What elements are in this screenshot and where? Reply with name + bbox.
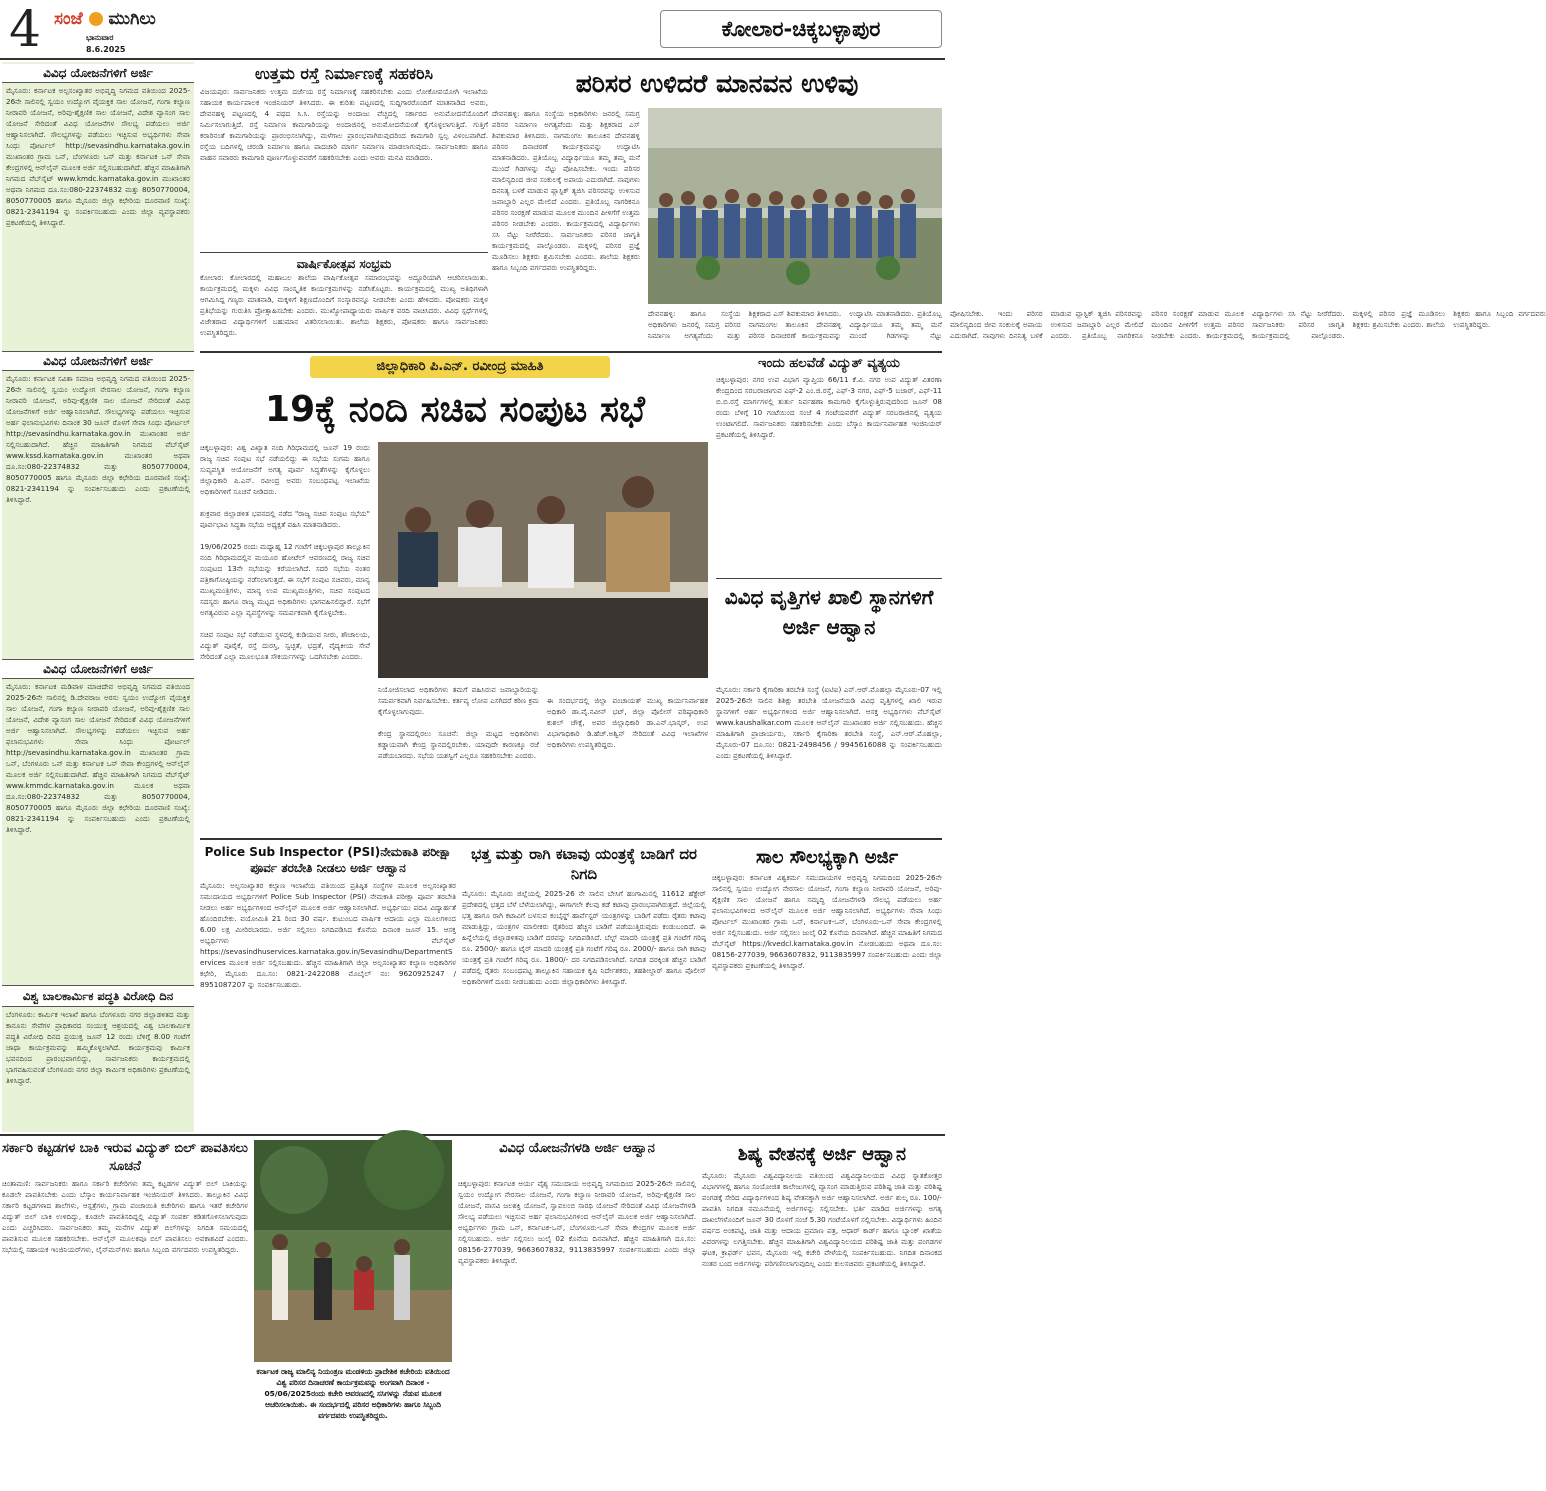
planting-image [254,1140,452,1362]
bill-body: ಚಿಂತಾಮಣಿ: ಸಾರ್ವಜನಿಕರು ಹಾಗೂ ಸರ್ಕಾರಿ ಕಚೇರಿಗಳು ತಮ್ಮ ಕಟ್ಟಡಗಳ ವಿದ್ಯುತ್ ಬಿಲ್ ಬಾಕಿಯನ್ನು ಕೂಡಲೇ ಪಾವತಿಸಬೇಕು ಎಂದು ಬೆಸ್ಕಾಂ ಕಾರ್ಯನಿರ್ವಾಹಕ ಇಂಜಿನಿಯರ್ ತಿಳಿಸಿದರು. ತಾಲ್ಲೂಕಿನ ವಿವಿಧ ಸರ್ಕಾರಿ ಕಟ್ಟಡಗಳಾದ ಶಾಲೆಗಳು, ಆಸ್ಪತ್ರೆಗಳು, ಗ್ರಾಮ ಪಂಚಾಯಿತಿ ಕಚೇರಿಗಳು ಹಾಗೂ ಇತರೆ ಕಚೇರಿಗಳ ವಿದ್ಯುತ್ ಬಿಲ್ ಬಾಕಿ ಉಳಿದಿದ್ದು, ಕೂಡಲೇ ಪಾವತಿಸದಿದ್ದಲ್ಲಿ ವಿದ್ಯುತ್ ಸಂಪರ್ಕ ಕಡಿತಗೊಳಿಸಲಾಗುವುದು ಎಂದು ಎಚ್ಚರಿಸಿದರು. ಸಾರ್ವಜನಿಕರು ತಮ್ಮ ಮನೆಗಳ ವಿದ್ಯುತ್ ಬಿಲ್‌ಗಳನ್ನು ನಿಗದಿತ ಸಮಯದಲ್ಲಿ ಪಾವತಿಸುವ ಮೂಲಕ ಸಹಕರಿಸಬೇಕು. ಆನ್‌ಲೈನ್ ಮೂಲಕವೂ ಬಿಲ್ ಪಾವತಿಸಲು ಅವಕಾಶವಿದೆ ಎಂದರು. ಸಭೆಯಲ್ಲಿ ಸಹಾಯಕ ಇಂಜಿನಿಯರ್‌ಗಳು, ಲೈನ್‌ಮನ್‌ಗಳು ಹಾಗೂ ಸಿಬ್ಬಂದಿ ವರ್ಗದವರು ಉಪಸ್ಥಿತರಿದ್ದರು. [2,1179,251,1254]
jobs-title: ವಿವಿಧ ವೃತ್ತಿಗಳ ಖಾಲಿ ಸ್ಥಾನಗಳಿಗೆ ಅರ್ಜಿ ಆಹ್ವಾನ [724,585,934,639]
divider [0,1134,945,1136]
scholarship-title: ಶಿಷ್ಯ ವೇತನಕ್ಕೆ ಅರ್ಜಿ ಆಹ್ವಾನ [737,1144,907,1165]
power-article [716,354,945,576]
schemes-1-title: ವಿವಿಧ ಯೋಜನೆಗಳಿಗೆ ಅರ್ಜಿ [2,64,194,83]
schemes-2-body: ಮೈಸೂರು: ಕರ್ನಾಟಕ ಸವಿತಾ ಸಮಾಜ ಅಭಿವೃದ್ಧಿ ನಿಗಮದ ವತಿಯಿಂದ 2025-26ನೇ ಸಾಲಿನಲ್ಲಿ ಸ್ವಯಂ ಉದ್ಯೋಗ ನೇರಸಾಲ ಯೋಜನೆ, ಗಂಗಾ ಕಲ್ಯಾಣ ನೀರಾವರಿ ಯೋಜನೆ, ಅರಿವು-ಶೈಕ್ಷಣಿಕ ಸಾಲ ಯೋಜನೆ ಸೇರಿದಂತೆ ವಿವಿಧ ಯೋಜನೆಗಳಿಗೆ ಅರ್ಜಿ ಆಹ್ವಾನಿಸಲಾಗಿದೆ. ಸೌಲಭ್ಯಗಳನ್ನು ಪಡೆಯಲು ಇಚ್ಛಿಸುವ ಅರ್ಹ ಫಲಾನುಭವಿಗಳು ದಿನಾಂಕ 30 ಜೂನ್ ರೊಳಗೆ ಸೇವಾ ಸಿಂಧು ಪೋರ್ಟಲ್ http://sevasindhu.karnataka.gov.in ಮುಖಾಂತರ ಅರ್ಜಿ ಸಲ್ಲಿಸಬಹುದಾಗಿದೆ. ಹೆಚ್ಚಿನ ಮಾಹಿತಿಗಾಗಿ ನಿಗಮದ ವೆಬ್‌ಸೈಟ್ www.kssd.karnataka.gov.in ಮುಖಾಂತರ ಅಥವಾ ದೂ.ಸಂ:080-22374832 ಮತ್ತು 8050770004, 8050770005 ಹಾಗೂ ಮೈಸೂರು ಜಿಲ್ಲಾ ಕಛೇರಿಯ ದೂರವಾಣಿ ಸಂಖ್ಯೆ: 0821-2341194 ನ್ನು ಸಂಪರ್ಕಿಸಬಹುದು ಎಂದು ಪ್ರಕಟಣೆಯಲ್ಲಿ ತಿಳಿಸಿದ್ದಾರೆ. [6,374,193,504]
loan-title: ಸಾಲ ಸೌಲಭ್ಯಕ್ಕಾಗಿ ಅರ್ಜಿ [755,847,899,868]
anniversary-title: ವಾರ್ಷಿಕೋತ್ಸವ ಸಂಭ್ರಮ [296,257,392,271]
schemes-1-body: ಮೈಸೂರು: ಕರ್ನಾಟಕ ಅಲ್ಪಸಂಖ್ಯಾತರ ಅಭಿವೃದ್ಧಿ ನಿಗಮದ ವತಿಯಿಂದ 2025-26ನೇ ಸಾಲಿನಲ್ಲಿ ಸ್ವಯಂ ಉದ್ಯೋಗ ವೈಯಕ್ತಿಕ ಸಾಲ ಯೋಜನೆ, ಗಂಗಾ ಕಲ್ಯಾಣ ನೀರಾವರಿ ಯೋಜನೆ, ಅರಿವು-ಶೈಕ್ಷಣಿಕ ಸಾಲ ಯೋಜನೆ, ವಿದೇಶ ವ್ಯಾಸಂಗ ಸಾಲ ಯೋಜನೆ ಸೇರಿದಂತೆ ವಿವಿಧ ಯೋಜನೆಗಳ ಸೌಲಭ್ಯ ಪಡೆಯಲು ಅರ್ಜಿ ಆಹ್ವಾನಿಸಲಾಗಿದೆ. ಸೌಲಭ್ಯಗಳನ್ನು ಪಡೆಯಲು ಇಚ್ಛಿಸುವ ಅಭ್ಯರ್ಥಿಗಳು ಸೇವಾ ಸಿಂಧು ಪೋರ್ಟಲ್ http://sevasindhu.karnataka.gov.in ಮುಖಾಂತರ ಗ್ರಾಮ ಒನ್, ಬೆಂಗಳೂರು ಒನ್ ಮತ್ತು ಕರ್ನಾಟಕ ಒನ್ ಸೇವಾ ಕೇಂದ್ರಗಳಲ್ಲಿ ಆನ್‌ಲೈನ್ ಮೂಲಕ ಅರ್ಜಿ ಸಲ್ಲಿಸಬಹುದಾಗಿದೆ. ಹೆಚ್ಚಿನ ಮಾಹಿತಿಗಾಗಿ ನಿಗಮದ ವೆಬ್‌ಸೈಟ್ www.kmdc.karnataka.gov.in ಮುಖಾಂತರ ಅಥವಾ ನಿಗಮದ ದೂ.ಸಂ:080-22374832 ಮತ್ತು 8050770004, 8050770005 ಹಾಗೂ ಮೈಸೂರು ಜಿಲ್ಲಾ ಕಛೇರಿಯ ದೂರವಾಣಿ ಸಂಖ್ಯೆ: 0821-2341194 ನ್ನು ಸಂಪರ್ಕಿಸಬಹುದು ಎಂದು ಜಿಲ್ಲಾ ವ್ಯವಸ್ಥಾಪಕರು ಪ್ರಕಟಣೆಯಲ್ಲಿ ತಿಳಿಸಿದ್ದಾರೆ. [6,86,193,227]
sun-icon [89,12,103,26]
section-title: ಕೋಲಾರ-ಚಿಕ್ಕಬಳ್ಳಾಪುರ [721,17,881,41]
cabinet-photo [378,442,708,678]
schemes-3-body: ಮೈಸೂರು: ಕರ್ನಾಟಕ ಮಡಿವಾಳ ಮಾಚಿದೇವ ಅಭಿವೃದ್ಧಿ ನಿಗಮದ ವತಿಯಿಂದ 2025-26ನೇ ಸಾಲಿನಲ್ಲಿ ಡಿ.ದೇವರಾಜ ಅರಸು ಸ್ವಯಂ ಉದ್ಯೋಗ ವೈಯಕ್ತಿಕ ಸಾಲ ಯೋಜನೆ, ಗಂಗಾ ಕಲ್ಯಾಣ ನೀರಾವರಿ ಯೋಜನೆ, ಅರಿವು-ಶೈಕ್ಷಣಿಕ ಸಾಲ ಯೋಜನೆ, ವಿದೇಶ ವ್ಯಾಸಂಗ ಸಾಲ ಯೋಜನೆ ಸೇರಿದಂತೆ ವಿವಿಧ ಯೋಜನೆಗಳಿಗೆ ಅರ್ಜಿ ಆಹ್ವಾನಿಸಲಾಗಿದೆ. ಸೌಲಭ್ಯಗಳನ್ನು ಪಡೆಯಲು ಇಚ್ಛಿಸುವ ಅರ್ಹ ಫಲಾನುಭವಿಗಳು ಸೇವಾ ಸಿಂಧು ಪೋರ್ಟಲ್ http://sevasindhu.karnataka.gov.in ಮುಖಾಂತರ ಗ್ರಾಮ ಒನ್, ಬೆಂಗಳೂರು ಒನ್ ಮತ್ತು ಕರ್ನಾಟಕ ಒನ್ ಸೇವಾ ಕೇಂದ್ರಗಳಲ್ಲಿ ಆನ್‌ಲೈನ್ ಮೂಲಕ ಅರ್ಜಿ ಸಲ್ಲಿಸಬಹುದಾಗಿದೆ. ಹೆಚ್ಚಿನ ಮಾಹಿತಿಗಾಗಿ ನಿಗಮದ ವೆಬ್‌ಸೈಟ್ www.kmmdc.karnataka.gov.in ಮೂಲಕ ಅಥವಾ ದೂ.ಸಂ:080-22374832 ಮತ್ತು 8050770004, 8050770005 ಹಾಗೂ ಮೈಸೂರು ಜಿಲ್ಲಾ ಕಛೇರಿಯ ದೂರವಾಣಿ ಸಂಖ್ಯೆ: 0821-2341194 ನ್ನು ಸಂಪರ್ಕಿಸಬಹುದು ಎಂದು ಪ್ರಕಟಣೆಯಲ್ಲಿ ತಿಳಿಸಿದ್ದಾರೆ. [6,682,193,834]
psi-article [200,844,459,1130]
child-labour-title: ವಿಶ್ವ ಬಾಲಕಾರ್ಮಿಕ ಪದ್ಧತಿ ವಿರೋಧಿ ದಿನ [2,985,194,1007]
jobs-body: ಮೈಸೂರು: ಸರ್ಕಾರಿ ಕೈಗಾರಿಕಾ ತರಬೇತಿ ಸಂಸ್ಥೆ (ಐಟಿಐ) ಎನ್.ಆರ್.ಮೊಹಲ್ಲಾ ಮೈಸೂರು-07 ಇಲ್ಲಿ 2025-26ನೇ ಸಾಲಿನ ಶಿಶಿಕ್ಷು ತರಬೇತಿ ಯೋಜನೆಯಡಿ ವಿವಿಧ ವೃತ್ತಿಗಳಲ್ಲಿ ಖಾಲಿ ಇರುವ ಸ್ಥಾನಗಳಿಗೆ ಅರ್ಹ ಅಭ್ಯರ್ಥಿಗಳಿಂದ ಅರ್ಜಿ ಆಹ್ವಾನಿಸಲಾಗಿದೆ. ಆಸಕ್ತ ಅಭ್ಯರ್ಥಿಗಳು ವೆಬ್‌ಸೈಟ್ www.kaushalkar.com ಮೂಲಕ ಆನ್‌ಲೈನ್ ಮುಖಾಂತರ ಅರ್ಜಿ ಸಲ್ಲಿಸಬಹುದು. ಹೆಚ್ಚಿನ ಮಾಹಿತಿಗಾಗಿ ಪ್ರಾಚಾರ್ಯರು, ಸರ್ಕಾರಿ ಕೈಗಾರಿಕಾ ತರಬೇತಿ ಸಂಸ್ಥೆ, ಎನ್.ಆರ್.ಮೊಹಲ್ಲಾ, ಮೈಸೂರು-07 ದೂ.ಸಂ: 0821-2498456 / 9945616088 ನ್ನು ಸಂಪರ್ಕಿಸಬಹುದು ಎಂದು ಪ್ರಕಟಣೆಯಲ್ಲಿ ತಿಳಿಸಿದ್ದಾರೆ. [716,685,945,760]
logo [54,6,204,32]
environment-article [492,62,1546,350]
section-banner [660,10,942,48]
schemes-apply-title: ವಿವಿಧ ಯೋಜನೆಗಳಡಿ ಅರ್ಜಿ ಆಹ್ವಾನ [499,1141,655,1156]
power-title: ಇಂದು ಹಲವೆಡೆ ವಿದ್ಯುತ್ ವ್ಯತ್ಯಯ [758,356,900,371]
bill-title: ಸರ್ಕಾರಿ ಕಟ್ಟಡಗಳ ಬಾಕಿ ಇರುವ ವಿದ್ಯುತ್ ಬಿಲ್ ಪಾವತಿಸಲು ಸೂಚನೆ [2,1141,248,1174]
logo-word-2: ಮುಗಿಲು [108,9,156,29]
schemes-apply-body: ಚಿಕ್ಕಬಳ್ಳಾಪುರ: ಕರ್ನಾಟಕ ಆರ್ಯ ವೈಶ್ಯ ಸಮುದಾಯ ಅಭಿವೃದ್ಧಿ ನಿಗಮದಿಂದ 2025-26ನೇ ಸಾಲಿನಲ್ಲಿ ಸ್ವಯಂ ಉದ್ಯೋಗ ನೇರಸಾಲ ಯೋಜನೆ, ಗಂಗಾ ಕಲ್ಯಾಣ ನೀರಾವರಿ ಯೋಜನೆ, ಅರಿವು-ಶೈಕ್ಷಣಿಕ ಸಾಲ ಯೋಜನೆ, ವಾಸವಿ ಜಲಶಕ್ತಿ ಯೋಜನೆ, ಸ್ವಾವಲಂಬಿ ಸಾರಥಿ ಯೋಜನೆ ಸೇರಿದಂತೆ ವಿವಿಧ ಯೋಜನೆಗಳಡಿ ಸೌಲಭ್ಯ ಪಡೆಯಲು ಇಚ್ಛಿಸುವ ಅರ್ಹ ಫಲಾನುಭವಿಗಳಿಂದ ಆನ್‌ಲೈನ್ ಮೂಲಕ ಅರ್ಜಿ ಆಹ್ವಾನಿಸಲಾಗಿದೆ. ಅಭ್ಯರ್ಥಿಗಳು ಗ್ರಾಮ ಒನ್, ಕರ್ನಾಟಕ-ಒನ್, ಬೆಂಗಳೂರು-ಒನ್ ಸೇವಾ ಕೇಂದ್ರಗಳ ಮೂಲಕ ಅರ್ಜಿ ಸಲ್ಲಿಸಬಹುದು. ಅರ್ಜಿ ಸಲ್ಲಿಸಲು ಜುಲೈ 02 ಕೊನೆಯ ದಿನವಾಗಿದೆ. ಹೆಚ್ಚಿನ ಮಾಹಿತಿಗಾಗಿ ದೂ.ಸಂ: 08156-277039, 9663607832, 9113835997 ಸಂಪರ್ಕಿಸಬಹುದು ಎಂದು ಜಿಲ್ಲಾ ವ್ಯವಸ್ಥಾಪಕರು ತಿಳಿಸಿದ್ದಾರೆ. [458,1179,699,1265]
cabinet-kicker [310,356,610,378]
loan-body: ಚಿಕ್ಕಬಳ್ಳಾಪುರ: ಕರ್ನಾಟಕ ವಿಶ್ವಕರ್ಮ ಸಮುದಾಯಗಳ ಅಭಿವೃದ್ಧಿ ನಿಗಮದಿಂದ 2025-26ನೇ ಸಾಲಿನಲ್ಲಿ ಸ್ವಯಂ ಉದ್ಯೋಗ ನೇರಸಾಲ ಯೋಜನೆ, ಗಂಗಾ ಕಲ್ಯಾಣ ನೀರಾವರಿ ಯೋಜನೆ, ಅರಿವು-ಶೈಕ್ಷಣಿಕ ಸಾಲ ಯೋಜನೆ ಹಾಗೂ ಸಮೃದ್ಧಿ ಯೋಜನೆಗಳಡಿ ಸೌಲಭ್ಯ ಪಡೆಯಲು ಅರ್ಹ ಫಲಾನುಭವಿಗಳಿಂದ ಆನ್‌ಲೈನ್ ಮೂಲಕ ಅರ್ಜಿ ಆಹ್ವಾನಿಸಲಾಗಿದೆ. ಅಭ್ಯರ್ಥಿಗಳು ಸೇವಾ ಸಿಂಧು ಪೋರ್ಟಲ್ ಮುಖಾಂತರ ಗ್ರಾಮ ಒನ್, ಕರ್ನಾಟಕ-ಒನ್, ಬೆಂಗಳೂರು-ಒನ್ ಸೇವಾ ಕೇಂದ್ರಗಳಲ್ಲಿ ಅರ್ಜಿ ಸಲ್ಲಿಸಬಹುದು. ಅರ್ಜಿ ಸಲ್ಲಿಸಲು ಜುಲೈ 02 ಕೊನೆಯ ದಿನವಾಗಿದೆ. ಹೆಚ್ಚಿನ ಮಾಹಿತಿಗೆ ನಿಗಮದ ವೆಬ್‌ಸೈಟ್ https://kvedcl.karnataka.gov.in ನೋಡಬಹುದು ಅಥವಾ ದೂ.ಸಂ: 08156-277039, 9663607832, 9113835997 ಸಂಪರ್ಕಿಸಬಹುದು ಎಂದು ಜಿಲ್ಲಾ ವ್ಯವಸ್ಥಾಪಕರು ಪ್ರಕಟಣೆಯಲ್ಲಿ ತಿಳಿಸಿದ್ದಾರೆ. [712,873,945,970]
environment-body-col2: ದೇವನಹಳ್ಳಿ: ಹಾಗೂ ಸಂಸ್ಥೆಯ ಅಧಿಕಾರಿಗಳು ಜನರಲ್ಲಿ ಸಮಗ್ರ ಪರಿಸರ ನಿರ್ಮಾಣ ಅಗತ್ಯವೆಂದು ಮತ್ತು ಶಿಕ್ಷಕರಾದ ಎಸ್ ಶಿವಕುಮಾರ ತಿಳಿಸಿದರು. ನಾಗಮಂಗಲ ತಾಲೂಕಿನ ದೇವನಹಳ್ಳಿ ಪರಿಸರ ದಿನಾಚರಣೆ ಕಾರ್ಯಕ್ರಮವನ್ನು ಉದ್ಘಾಟಿಸಿ ಮಾತನಾಡಿದರು. ಪ್ರತಿಯೊಬ್ಬ ವಿದ್ಯಾರ್ಥಿಯೂ ತಮ್ಮ ತಮ್ಮ ಮನೆ ಮುಂದೆ ಗಿಡಗಳನ್ನು ನೆಟ್ಟು ಪೋಷಿಸಬೇಕು. ಇಂದು ಪರಿಸರ ಮಾಲಿನ್ಯದಿಂದ ಜೀವ ಸಂಕುಲಕ್ಕೆ ಅಪಾಯ ಎದುರಾಗಿದೆ. ನಾವುಗಳು ದಿನನಿತ್ಯ ಬಳಕೆ ಮಾಡುವ ಪ್ಲಾಸ್ಟಿಕ್ ತ್ಯಜಿಸಿ ಪರಿಸರವನ್ನು ಉಳಿಸುವ ಜವಾಬ್ದಾರಿ ಎಲ್ಲರ ಮೇಲಿದೆ ಎಂದರು. ಪ್ರತಿಯೊಬ್ಬ ನಾಗರಿಕನೂ ಪರಿಸರ ಸಂರಕ್ಷಣೆ ಮಾಡುವ ಮೂಲಕ ಮುಂದಿನ ಪೀಳಿಗೆಗೆ ಉತ್ತಮ ಪರಿಸರ ನೀಡಬೇಕು ಎಂದರು. ಕಾರ್ಯಕ್ರಮದಲ್ಲಿ ವಿದ್ಯಾರ್ಥಿಗಳು ಸಸಿ ನೆಟ್ಟು ನೀರೆರೆದರು. ಸಾರ್ವಜನಿಕರು ಪರಿಸರ ಜಾಗೃತಿ ಕಾರ್ಯಕ್ರಮದಲ್ಲಿ ಪಾಲ್ಗೊಂಡರು. ಮಕ್ಕಳಲ್ಲಿ ಪರಿಸರ ಪ್ರಜ್ಞೆ ಮೂಡಿಸಲು ಶಿಕ್ಷಕರು ಶ್ರಮಿಸಬೇಕು ಎಂದರು. ಶಾಲೆಯ ಶಿಕ್ಷಕರು ಹಾಗೂ ಸಿಬ್ಬಂದಿ ವರ್ಗದವರು ಉಪಸ್ಥಿತರಿದ್ದರು. [648,309,1546,340]
road-title: ಉತ್ತಮ ರಸ್ತೆ ನಿರ್ಮಾಣಕ್ಕೆ ಸಹಕರಿಸಿ [254,64,434,83]
environment-title: ಪರಿಸರ ಉಳಿದರೆ ಮಾನವನ ಉಳಿವು [575,69,859,98]
schemes-2-title: ವಿವಿಧ ಯೋಜನೆಗಳಿಗೆ ಅರ್ಜಿ [2,351,194,371]
scholarship-article [702,1140,945,1488]
cabinet-article [200,354,710,834]
date: 8.6.2025 [86,45,126,54]
meeting-image [378,442,708,678]
tree-planting-photo [254,1140,452,1362]
harvest-article [462,844,709,1130]
jobs-article [716,582,945,834]
child-labour-body: ಬೆಂಗಳೂರು: ಕಾರ್ಮಿಕ ಇಲಾಖೆ ಹಾಗೂ ಬೆಂಗಳೂರು ನಗರ ಜಿಲ್ಲಾಡಳಿತದ ಮತ್ತು ಕಾನೂನು ಸೇವೆಗಳ ಪ್ರಾಧಿಕಾರದ ಸಂಯುಕ್ತ ಆಶ್ರಯದಲ್ಲಿ ವಿಶ್ವ ಬಾಲಕಾರ್ಮಿಕ ಪದ್ಧತಿ ವಿರೋಧಿ ದಿನದ ಪ್ರಯುಕ್ತ ಜೂನ್ 12 ರಂದು ಬೆಳಿಗ್ಗೆ 8.00 ಗಂಟೆಗೆ ಜಾಥಾ ಕಾರ್ಯಕ್ರಮವನ್ನು ಹಮ್ಮಿಕೊಳ್ಳಲಾಗಿದೆ. ಕಾರ್ಯಕ್ರಮವು ಕಾರ್ಮಿಕ ಭವನದಿಂದ ಪ್ರಾರಂಭವಾಗಲಿದ್ದು, ಸಾರ್ವಜನಿಕರು ಕಾರ್ಯಕ್ರಮದಲ್ಲಿ ಭಾಗವಹಿಸುವಂತೆ ಬೆಂಗಳೂರು ನಗರ ಜಿಲ್ಲಾ ಕಾರ್ಮಿಕ ಅಧಿಕಾರಿಗಳು ಪ್ರಕಟಣೆಯಲ್ಲಿ ತಿಳಿಸಿದ್ದಾರೆ. [6,1010,193,1085]
loan-article [712,844,945,1130]
anniversary-body: ಕೋಲಾರ: ಕೋಲಾರದಲ್ಲಿ ಮಹಾಬಲ ಶಾಲೆಯ ವಾರ್ಷಿಕೋತ್ಸವ ಸಮಾರಂಭವನ್ನು ಅದ್ದೂರಿಯಾಗಿ ಆಚರಿಸಲಾಯಿತು. ಕಾರ್ಯಕ್ರಮದಲ್ಲಿ ಮಕ್ಕಳು ವಿವಿಧ ಸಾಂಸ್ಕೃತಿಕ ಕಾರ್ಯಕ್ರಮಗಳನ್ನು ನಡೆಸಿಕೊಟ್ಟರು. ಕಾರ್ಯಕ್ರಮದಲ್ಲಿ ಮುಖ್ಯ ಅತಿಥಿಗಳಾಗಿ ಆಗಮಿಸಿದ್ದ ಗಣ್ಯರು ಮಾತನಾಡಿ, ಮಕ್ಕಳಿಗೆ ಶಿಕ್ಷಣದೊಂದಿಗೆ ಸಂಸ್ಕಾರವನ್ನೂ ನೀಡಬೇಕು ಎಂದು ಹೇಳಿದರು. ಪೋಷಕರು ಮಕ್ಕಳ ಪ್ರತಿಭೆಯನ್ನು ಗುರುತಿಸಿ ಪ್ರೋತ್ಸಾಹಿಸಬೇಕು ಎಂದರು. ಮುಖ್ಯೋಪಾಧ್ಯಾಯರು ವಾರ್ಷಿಕ ವರದಿ ವಾಚಿಸಿದರು. ವಿವಿಧ ಸ್ಪರ್ಧೆಗಳಲ್ಲಿ ವಿಜೇತರಾದ ವಿದ್ಯಾರ್ಥಿಗಳಿಗೆ ಬಹುಮಾನ ವಿತರಿಸಲಾಯಿತು. ಶಾಲೆಯ ಶಿಕ್ಷಕರು, ಪೋಷಕರು ಹಾಗೂ ಸಾರ್ವಜನಿಕರು ಉಪಸ್ಥಿತರಿದ್ದರು. [200,273,491,337]
divider [716,578,942,579]
road-body: ವಿಜಯಪುರ: ಸಾರ್ವಜನಿಕರು ಉತ್ತಮ ದರ್ಜೆಯ ರಸ್ತೆ ನಿರ್ಮಾಣಕ್ಕೆ ಸಹಕರಿಸಬೇಕು ಎಂದು ಲೋಕೋಪಯೋಗಿ ಇಲಾಖೆಯ ಸಹಾಯಕ ಕಾರ್ಯಪಾಲಕ ಇಂಜಿನಿಯರ್ ತಿಳಿಸಿದರು. ಈ ಕುರಿತು ಪಟ್ಟಣದಲ್ಲಿ ಸುದ್ದಿಗಾರರೊಂದಿಗೆ ಮಾತನಾಡಿದ ಅವರು, ದೇವನಹಳ್ಳಿ ಪಟ್ಟಣದಲ್ಲಿ 4 ಪಥದ ಸಿ.ಸಿ. ರಸ್ತೆಯನ್ನು ಅಂದಾಜು ವೆಚ್ಚದಲ್ಲಿ ಸರ್ಕಾರದ ಅನುಮೋದನೆಯೊಂದಿಗೆ ನಿರ್ಮಿಸಲಾಗುತ್ತಿದೆ. ರಸ್ತೆ ನಿರ್ಮಾಣ ಕಾಮಗಾರಿಯನ್ನು ಅಂದಾಜಿನಲ್ಲಿ ಅನುಮೋದನೆಯಂತೆ ಕೈಗೊಳ್ಳಲಾಗುತ್ತಿದೆ. ಗುತ್ತಿಗೆ ಕರಾರಿನಂತೆ ಕಾಮಗಾರಿಯನ್ನು ಪ್ರಾರಂಭಿಸಲಾಗಿದ್ದು, ಮಳೆಗಾಲ ಪ್ರಾರಂಭವಾಗಿರುವುದರಿಂದ ಕಾಮಗಾರಿ ಸ್ವಲ್ಪ ವಿಳಂಬವಾಗಿದೆ. ರಸ್ತೆಯ ಬದಿಗಳಲ್ಲಿ ಚರಂಡಿ ನಿರ್ಮಾಣ ಹಾಗೂ ಪಾದಚಾರಿ ಮಾರ್ಗ ನಿರ್ಮಾಣ ಮಾಡಲಾಗುವುದು. ಸಾರ್ವಜನಿಕರು ಹಾಗೂ ವಾಹನ ಸವಾರರು ಕಾಮಗಾರಿ ಪೂರ್ಣಗೊಳ್ಳುವವರೆಗೆ ಸಹಕರಿಸಬೇಕು ಎಂದು ಅವರು ಮನವಿ ಮಾಡಿದರು. [200,87,491,162]
day: ಭಾನುವಾರ [86,33,114,42]
tree-caption: ಕರ್ನಾಟಕ ರಾಜ್ಯ ಮಾಲಿನ್ಯ ನಿಯಂತ್ರಣ ಮಂಡಳಿಯ ಪ್ರಾದೇಶಿಕ ಕಚೇರಿಯ ವತಿಯಿಂದ ವಿಶ್ವ ಪರಿಸರ ದಿನಾಚರಣೆ ಕಾರ್ಯಕ್ರಮವನ್ನು ಅಂಗವಾಗಿ ದಿನಾಂಕ - 05/06/2025ರಂದು ಕಚೇರಿ ಆವರಣದಲ್ಲಿ ಸಸಿಗಳನ್ನು ನೆಡುವ ಮೂಲಕ ಆಚರಿಸಲಾಯಿತು. ಈ ಸಂದರ್ಭದಲ್ಲಿ ಪರಿಸರ ಅಧಿಕಾರಿಗಳು ಹಾಗೂ ಸಿಬ್ಬಂದಿ ವರ್ಗದವರು ಉಪಸ್ಥಿತರಿದ್ದರು. [256,1367,450,1420]
anniversary-article [200,256,491,348]
psi-body: ಮೈಸೂರು: ಅಲ್ಪಸಂಖ್ಯಾತರ ಕಲ್ಯಾಣ ಇಲಾಖೆಯ ವತಿಯಿಂದ ಪ್ರತಿಷ್ಠಿತ ಸಂಸ್ಥೆಗಳ ಮೂಲಕ ಅಲ್ಪಸಂಖ್ಯಾತರ ಸಮುದಾಯದ ಅಭ್ಯರ್ಥಿಗಳಿಗೆ Police Sub Inspector (PSI) ನೇಮಕಾತಿ ಪರೀಕ್ಷಾ ಪೂರ್ವ ತರಬೇತಿ ನೀಡಲು ಅರ್ಹ ಅಭ್ಯರ್ಥಿಗಳಿಂದ ಆನ್‌ಲೈನ್ ಮೂಲಕ ಅರ್ಜಿ ಆಹ್ವಾನಿಸಲಾಗಿದೆ. ಅಭ್ಯರ್ಥಿಯು ಪದವಿ ವಿದ್ಯಾರ್ಹತೆ ಹೊಂದಿರಬೇಕು. ವಯೋಮಿತಿ 21 ರಿಂದ 30 ವರ್ಷ. ಕುಟುಂಬದ ವಾರ್ಷಿಕ ಆದಾಯ ಎಲ್ಲಾ ಮೂಲಗಳಿಂದ 6.00 ಲಕ್ಷ ಮೀರಿರಬಾರದು. ಅರ್ಜಿ ಸಲ್ಲಿಸಲು ನಿಗದಿಪಡಿಸಿದ ಕೊನೆಯ ದಿನಾಂಕ ಜೂನ್ 15. ಆಸಕ್ತ ಅಭ್ಯರ್ಥಿಗಳು ವೆಬ್‌ಸೈಟ್ https://sevasindhuservices.karnataka.gov.in/Sevasindhu/DepartmentServices ಮೂಲಕ ಅರ್ಜಿ ಸಲ್ಲಿಸಬಹುದು. ಹೆಚ್ಚಿನ ಮಾಹಿತಿಗಾಗಿ ಜಿಲ್ಲಾ ಅಲ್ಪಸಂಖ್ಯಾತರ ಕಲ್ಯಾಣ ಅಧಿಕಾರಿಗಳ ಕಛೇರಿ, ಮೈಸೂರು ದೂ.ಸಂ: 0821-2422088 ಮೊಬೈಲ್ ನಂ: 9620925247 / 8951087207 ನ್ನು ಸಂಪರ್ಕಿಸಬಹುದು. [200,881,459,989]
cabinet-title: 19ಕ್ಕೆ ನಂದಿ ಸಚಿವ ಸಂಪುಟ ಸಭೆ [265,389,645,430]
scholarship-body: ಮೈಸೂರು: ಮೈಸೂರು ವಿಶ್ವವಿದ್ಯಾನಿಲಯ ವತಿಯಿಂದ ವಿಶ್ವವಿದ್ಯಾನಿಲಯದ ವಿವಿಧ ಸ್ನಾತಕೋತ್ತರ ವಿಭಾಗಗಳಲ್ಲಿ ಹಾಗೂ ಸಂಯೋಜಿತ ಕಾಲೇಜುಗಳಲ್ಲಿ ವ್ಯಾಸಂಗ ಮಾಡುತ್ತಿರುವ ಪರಿಶಿಷ್ಟ ಜಾತಿ ಮತ್ತು ಪರಿಶಿಷ್ಟ ಪಂಗಡಕ್ಕೆ ಸೇರಿದ ವಿದ್ಯಾರ್ಥಿಗಳಿಂದ ಶಿಷ್ಯ ವೇತನಕ್ಕಾಗಿ ಅರ್ಜಿ ಆಹ್ವಾನಿಸಲಾಗಿದೆ. ಅರ್ಜಿ ಶುಲ್ಕ ರೂ. 100/- ಪಾವತಿಸಿ ನಿಗದಿತ ನಮೂನೆಯಲ್ಲಿ ಅರ್ಜಿಗಳನ್ನು ಸಲ್ಲಿಸಬೇಕು. ಭರ್ತಿ ಮಾಡಿದ ಅರ್ಜಿಗಳನ್ನು ಅಗತ್ಯ ದಾಖಲೆಗಳೊಂದಿಗೆ ಜೂನ್ 30 ರೊಳಗೆ ಸಂಜೆ 5.30 ಗಂಟೆಯೊಳಗೆ ಸಲ್ಲಿಸಬೇಕು. ವಿದ್ಯಾರ್ಥಿಗಳು ಹಿಂದಿನ ವರ್ಷದ ಅಂಕಪಟ್ಟಿ, ಜಾತಿ ಮತ್ತು ಆದಾಯ ಪ್ರಮಾಣ ಪತ್ರ, ಆಧಾರ್ ಕಾರ್ಡ್ ಹಾಗೂ ಬ್ಯಾಂಕ್ ಖಾತೆಯ ವಿವರಗಳನ್ನು ಲಗತ್ತಿಸಬೇಕು. ಹೆಚ್ಚಿನ ಮಾಹಿತಿಗಾಗಿ ವಿಶ್ವವಿದ್ಯಾನಿಲಯದ ಪರಿಶಿಷ್ಟ ಜಾತಿ ಮತ್ತು ಪಂಗಡಗಳ ಘಟಕ, ಕ್ರಾಫರ್ಡ್ ಭವನ, ಮೈಸೂರು ಇಲ್ಲಿ ಕಚೇರಿ ವೇಳೆಯಲ್ಲಿ ಸಂಪರ್ಕಿಸಬಹುದು. ನಿಗದಿತ ದಿನಾಂಕದ ನಂತರ ಬಂದ ಅರ್ಜಿಗಳನ್ನು ಪರಿಗಣಿಸಲಾಗುವುದಿಲ್ಲ ಎಂದು ಕುಲಸಚಿವರು ಪ್ರಕಟಣೆಯಲ್ಲಿ ತಿಳಿಸಿದ್ದಾರೆ. [702,1171,945,1268]
schemes-3-title: ವಿವಿಧ ಯೋಜನೆಗಳಿಗೆ ಅರ್ಜಿ [2,659,194,679]
divider [200,351,942,353]
cabinet-body-left: ಚಿಕ್ಕಬಳ್ಳಾಪುರ: ವಿಶ್ವ ವಿಖ್ಯಾತ ನಂದಿ ಗಿರಿಧಾಮದಲ್ಲಿ ಜೂನ್ 19 ರಂದು ರಾಜ್ಯ ಸಚಿವ ಸಂಪುಟ ಸಭೆ ನಡೆಯಲಿದ್ದು ಈ ಸಭೆಯ ಸುಗಮ ಹಾಗೂ ಸುವ್ಯವಸ್ಥಿತ ಆಯೋಜನೆಗೆ ಅಗತ್ಯ ಪೂರ್ವ ಸಿದ್ಧತೆಗಳನ್ನು ಕೈಗೊಳ್ಳಲು ಜಿಲ್ಲಾಧಿಕಾರಿ ಪಿ.ಎನ್. ರವೀಂದ್ರ ಅವರು ಸಂಬಂಧಪಟ್ಟ ಇಲಾಖೆಯ ಅಧಿಕಾರಿಗಳಿಗೆ ಸೂಚನೆ ನೀಡಿದರು. ಶುಕ್ರವಾರ ಜಿಲ್ಲಾಡಳಿತ ಭವನದಲ್ಲಿ ನಡೆದ "ರಾಜ್ಯ ಸಚಿವ ಸಂಪುಟ ಸಭೆಯ" ಪೂರ್ವಭಾವಿ ಸಿದ್ಧತಾ ಸಭೆಯ ಅಧ್ಯಕ್ಷತೆ ವಹಿಸಿ ಮಾತನಾಡಿದರು. 19/06/2025 ರಂದು ಮಧ್ಯಾಹ್ನ 12 ಗಂಟೆಗೆ ಚಿಕ್ಕಬಳ್ಳಾಪುರ ತಾಲ್ಲೂಕಿನ ನಂದಿ ಗಿರಿಧಾಮದಲ್ಲಿನ ಮಯೂರ ಹೋಟೆಲ್ ಆವರಣದಲ್ಲಿ ರಾಜ್ಯ ಸಚಿವ ಸಂಪುಟದ 13ನೇ ಸಭೆಯನ್ನು ಕರೆಯಲಾಗಿದೆ. ಸದರಿ ಸಭೆಯ ನಂತರ ಪತ್ರಿಕಾಗೋಷ್ಠಿಯನ್ನು ನಡೆಸಲಾಗುತ್ತದೆ. ಈ ಸಭೆಗೆ ಸಂಪುಟ ಸಚಿವರು, ಮಾನ್ಯ ಮುಖ್ಯಮಂತ್ರಿಗಳು, ಮಾನ್ಯ ಉಪ ಮುಖ್ಯಮಂತ್ರಿಗಳು, ಸಚಿವ ಸಂಪುಟದ ಸದಸ್ಯರು ಹಾಗೂ ರಾಜ್ಯ ಮಟ್ಟದ ಅಧಿಕಾರಿಗಳು ಭಾಗವಹಿಸಲಿದ್ದಾರೆ. ಸಭೆಗೆ ಅಗತ್ಯವಿರುವ ಎಲ್ಲಾ ವ್ಯವಸ್ಥೆಗಳನ್ನು ಸಮರ್ಪಕವಾಗಿ ಕೈಗೊಳ್ಳಬೇಕು. ಸಚಿವ ಸಂಪುಟ ಸಭೆ ನಡೆಯುವ ಸ್ಥಳದಲ್ಲಿ ಕುಡಿಯುವ ನೀರು, ಶೌಚಾಲಯ, ವಿದ್ಯುತ್ ಪೂರೈಕೆ, ರಸ್ತೆ ದುರಸ್ತಿ, ಸ್ವಚ್ಛತೆ, ಭದ್ರತೆ, ವೈದ್ಯಕೀಯ ಸೇವೆ ಸೇರಿದಂತೆ ಎಲ್ಲಾ ಮೂಲಭೂತ ಸೌಕರ್ಯಗಳನ್ನು ಒದಗಿಸಬೇಕು ಎಂದರು. [200,443,370,661]
psi-title: Police Sub Inspector (PSI)ನೇಮಕಾತಿ ಪರೀಕ್ಷಾ ಪೂರ್ವ ತರಬೇತಿ ನೀಡಲು ಅರ್ಜಿ ಆಹ್ವಾನ [204,845,452,875]
left-column [2,62,194,1132]
road-article [200,62,491,250]
cabinet-body-right: ನಿಯೋಜಿಸಲಾದ ಅಧಿಕಾರಿಗಳು ತಮಗೆ ವಹಿಸಿರುವ ಜವಾಬ್ದಾರಿಯನ್ನು ಸಮರ್ಪಕವಾಗಿ ನಿರ್ವಹಿಸಬೇಕು. ಕರ್ತವ್ಯ ಲೋಪ ಎಸಗಿದರೆ ಕಠಿಣ ಕ್ರಮ ಕೈಗೊಳ್ಳಲಾಗುವುದು. ಕೇಂದ್ರ ಸ್ಥಾನದಲ್ಲಿರಲು ಸೂಚನೆ: ಜಿಲ್ಲಾ ಮಟ್ಟದ ಅಧಿಕಾರಿಗಳು ಕಡ್ಡಾಯವಾಗಿ ಕೇಂದ್ರ ಸ್ಥಾನದಲ್ಲಿರಬೇಕು. ಯಾವುದೇ ಕಾರಣಕ್ಕೂ ರಜೆ ಪಡೆಯಬಾರದು. ಸಭೆಯ ಯಶಸ್ವಿಗೆ ಎಲ್ಲರೂ ಸಹಕರಿಸಬೇಕು ಎಂದರು. ಈ ಸಂದರ್ಭದಲ್ಲಿ ಜಿಲ್ಲಾ ಪಂಚಾಯತ್ ಮುಖ್ಯ ಕಾರ್ಯನಿರ್ವಾಹಕ ಅಧಿಕಾರಿ ಡಾ.ವೈ.ನವೀನ್ ಭಟ್, ಜಿಲ್ಲಾ ಪೊಲೀಸ್ ವರಿಷ್ಠಾಧಿಕಾರಿ ಕುಶಲ್ ಚೌಕ್ಸೆ, ಅಪರ ಜಿಲ್ಲಾಧಿಕಾರಿ ಡಾ.ಎನ್.ಭಾಸ್ಕರ್, ಉಪ ವಿಭಾಗಾಧಿಕಾರಿ ಡಿ.ಹೆಚ್.ಅಶ್ವಿನ್ ಸೇರಿದಂತೆ ವಿವಿಧ ಇಲಾಖೆಗಳ ಅಧಿಕಾರಿಗಳು ಉಪಸ್ಥಿತರಿದ್ದರು. [378,685,708,760]
tree-planting-block [254,1140,452,1488]
masthead-rule [0,58,945,60]
environment-photo [648,108,942,304]
cabinet-kicker-text: ಜಿಲ್ಲಾಧಿಕಾರಿ ಪಿ.ಎನ್. ರವೀಂದ್ರ ಮಾಹಿತಿ [376,359,544,374]
divider [200,252,488,253]
environment-body-col1: ದೇವನಹಳ್ಳಿ: ಹಾಗೂ ಸಂಸ್ಥೆಯ ಅಧಿಕಾರಿಗಳು ಜನರಲ್ಲಿ ಸಮಗ್ರ ಪರಿಸರ ನಿರ್ಮಾಣ ಅಗತ್ಯವೆಂದು ಮತ್ತು ಶಿಕ್ಷಕರಾದ ಎಸ್ ಶಿವಕುಮಾರ ತಿಳಿಸಿದರು. ನಾಗಮಂಗಲ ತಾಲೂಕಿನ ದೇವನಹಳ್ಳಿ ಪರಿಸರ ದಿನಾಚರಣೆ ಕಾರ್ಯಕ್ರಮವನ್ನು ಉದ್ಘಾಟಿಸಿ ಮಾತನಾಡಿದರು. ಪ್ರತಿಯೊಬ್ಬ ವಿದ್ಯಾರ್ಥಿಯೂ ತಮ್ಮ ತಮ್ಮ ಮನೆ ಮುಂದೆ ಗಿಡಗಳನ್ನು ನೆಟ್ಟು ಪೋಷಿಸಬೇಕು. ಇಂದು ಪರಿಸರ ಮಾಲಿನ್ಯದಿಂದ ಜೀವ ಸಂಕುಲಕ್ಕೆ ಅಪಾಯ ಎದುರಾಗಿದೆ. ನಾವುಗಳು ದಿನನಿತ್ಯ ಬಳಕೆ ಮಾಡುವ ಪ್ಲಾಸ್ಟಿಕ್ ತ್ಯಜಿಸಿ ಪರಿಸರವನ್ನು ಉಳಿಸುವ ಜವಾಬ್ದಾರಿ ಎಲ್ಲರ ಮೇಲಿದೆ ಎಂದರು. ಪ್ರತಿಯೊಬ್ಬ ನಾಗರಿಕನೂ ಪರಿಸರ ಸಂರಕ್ಷಣೆ ಮಾಡುವ ಮೂಲಕ ಮುಂದಿನ ಪೀಳಿಗೆಗೆ ಉತ್ತಮ ಪರಿಸರ ನೀಡಬೇಕು ಎಂದರು. ಕಾರ್ಯಕ್ರಮದಲ್ಲಿ ವಿದ್ಯಾರ್ಥಿಗಳು ಸಸಿ ನೆಟ್ಟು ನೀರೆರೆದರು. ಸಾರ್ವಜನಿಕರು ಪರಿಸರ ಜಾಗೃತಿ ಕಾರ್ಯಕ್ರಮದಲ್ಲಿ ಪಾಲ್ಗೊಂಡರು. ಮಕ್ಕಳಲ್ಲಿ ಪರಿಸರ ಪ್ರಜ್ಞೆ ಮೂಡಿಸಲು ಶಿಕ್ಷಕರು ಶ್ರಮಿಸಬೇಕು ಎಂದರು. ಶಾಲೆಯ ಶಿಕ್ಷಕರು ಹಾಗೂ ಸಿಬ್ಬಂದಿ ವರ್ಗದವರು ಉಪಸ್ಥಿತರಿದ್ದರು. [492,109,643,272]
harvest-title: ಭತ್ತ ಮತ್ತು ರಾಗಿ ಕಟಾವು ಯಂತ್ರಕ್ಕೆ ಬಾಡಿಗೆ ದರ ನಿಗದಿ [471,845,697,883]
divider [200,838,942,840]
schemes-apply-article [458,1140,699,1488]
bill-article [2,1140,251,1488]
power-body: ಚಿಕ್ಕಬಳ್ಳಾಪುರ: ನಗರ ಉಪ ವಿಭಾಗ ವ್ಯಾಪ್ತಿಯ 66/11 ಕೆ.ವಿ. ನಗರ ಉಪ ವಿದ್ಯುತ್ ವಿತರಣಾ ಕೇಂದ್ರದಿಂದ ಸರಬರಾಜಾಗುವ ಎಫ್-2 ಎಂ.ಜಿ.ರಸ್ತೆ, ಎಫ್-3 ನಗರ, ಎಫ್-5 ಬಜಾರ್, ಎಫ್-11 ಬಿ.ಬಿ.ರಸ್ತೆ ಮಾರ್ಗಗಳಲ್ಲಿ ತುರ್ತು ನಿರ್ವಹಣಾ ಕಾಮಗಾರಿ ಕೈಗೊಳ್ಳುತ್ತಿರುವುದರಿಂದ ಜೂನ್ 08 ರಂದು ಬೆಳಿಗ್ಗೆ 10 ಗಂಟೆಯಿಂದ ಸಂಜೆ 4 ಗಂಟೆಯವರೆಗೆ ವಿದ್ಯುತ್ ಸರಬರಾಜಿನಲ್ಲಿ ವ್ಯತ್ಯಯ ಉಂಟಾಗಲಿದೆ. ಸಾರ್ವಜನಿಕರು ಸಹಕರಿಸಬೇಕು ಎಂದು ಬೆಸ್ಕಾಂ ಕಾರ್ಯನಿರ್ವಾಹಕ ಇಂಜಿನಿಯರ್ ಪ್ರಕಟಣೆಯಲ್ಲಿ ತಿಳಿಸಿದ್ದಾರೆ. [716,375,945,439]
harvest-body: ಮೈಸೂರು: ಮೈಸೂರು ಜಿಲ್ಲೆಯಲ್ಲಿ 2025-26 ನೇ ಸಾಲಿನ ಬೇಸಿಗೆ ಹಂಗಾಮಿನಲ್ಲಿ 11612 ಹೆಕ್ಟೇರ್ ಪ್ರದೇಶದಲ್ಲಿ ಭತ್ತದ ಬೆಳೆ ಬೆಳೆಯಲಾಗಿದ್ದು, ಈಗಾಗಲೇ ಕೆಲವು ಕಡೆ ಕಟಾವು ಪ್ರಾರಂಭವಾಗಿರುತ್ತದೆ. ಜಿಲ್ಲೆಯಲ್ಲಿ ಭತ್ತ ಹಾಗೂ ರಾಗಿ ಕಟಾವಿಗೆ ಬಳಸುವ ಕಂಬೈನ್ಡ್ ಹಾರ್ವೆಸ್ಟರ್ ಯಂತ್ರಗಳನ್ನು ಬಾಡಿಗೆ ಪಡೆದು ರೈತರು ಕಟಾವು ಮಾಡುತ್ತಿದ್ದು, ಯಂತ್ರಗಳ ಮಾಲೀಕರು ರೈತರಿಂದ ಹೆಚ್ಚಿನ ಬಾಡಿಗೆ ಪಡೆಯುತ್ತಿರುವುದು ಕಂಡುಬಂದಿದೆ. ಈ ಹಿನ್ನೆಲೆಯಲ್ಲಿ ಜಿಲ್ಲಾಡಳಿತವು ಬಾಡಿಗೆ ದರವನ್ನು ನಿಗದಿಪಡಿಸಿದೆ. ಬೆಲ್ಟ್ ಮಾದರಿ ಯಂತ್ರಕ್ಕೆ ಪ್ರತಿ ಗಂಟೆಗೆ ಗರಿಷ್ಠ ರೂ. 2500/- ಹಾಗೂ ಟೈರ್ ಮಾದರಿ ಯಂತ್ರಕ್ಕೆ ಪ್ರತಿ ಗಂಟೆಗೆ ಗರಿಷ್ಠ ರೂ. 2000/- ಹಾಗೂ ರಾಗಿ ಕಟಾವು ಯಂತ್ರಕ್ಕೆ ಪ್ರತಿ ಗಂಟೆಗೆ ಗರಿಷ್ಠ ರೂ. 1800/- ದರ ನಿಗದಿಪಡಿಸಲಾಗಿದೆ. ನಿಗದಿತ ದರಕ್ಕಿಂತ ಹೆಚ್ಚಿನ ಬಾಡಿಗೆ ಪಡೆದಲ್ಲಿ ರೈತರು ಸಂಬಂಧಪಟ್ಟ ತಾಲ್ಲೂಕಿನ ಸಹಾಯಕ ಕೃಷಿ ನಿರ್ದೇಶಕರು, ತಹಶೀಲ್ದಾರ್ ಹಾಗೂ ಪೊಲೀಸ್ ಅಧಿಕಾರಿಗಳಿಗೆ ದೂರು ನೀಡಬಹುದು ಎಂದು ಜಿಲ್ಲಾಧಿಕಾರಿಗಳು ತಿಳಿಸಿದ್ದಾರೆ. [462,889,709,986]
logo-word-1: ಸಂಜೆ [54,9,83,29]
page-number: 4 [9,0,41,58]
masthead [0,0,945,58]
students-group-image [648,108,942,304]
